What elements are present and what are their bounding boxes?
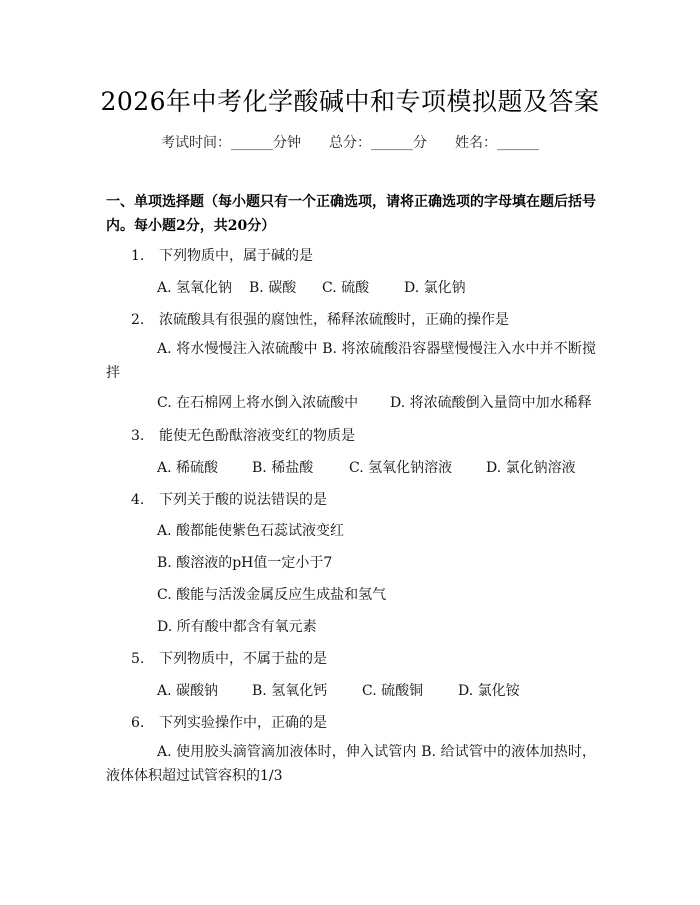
student-name: 姓名：______: [455, 135, 539, 151]
question-6: [131, 712, 327, 732]
option-a: A. 碳酸钠: [157, 683, 219, 699]
option-d: D. 氯化铵: [458, 683, 520, 699]
question-4-option-b: B. 酸溶液的pH值一定小于7: [157, 555, 333, 571]
question-4: [131, 489, 327, 509]
question-stem: 下列物质中，属于碱的是: [159, 248, 313, 264]
question-5-options: [157, 680, 520, 700]
option-c: C. 硫酸: [322, 280, 370, 296]
question-number: 3.: [131, 428, 145, 444]
option-d: D. 将浓硫酸倒入量筒中加水稀释: [390, 395, 592, 411]
question-6-options-ab: A. 使用胶头滴管滴加液体时，伸入试管内 B. 给试管中的液体加热时，液体体积超过试管容积的1/3: [106, 744, 596, 784]
option-b: B. 稀盐酸: [252, 460, 314, 476]
question-number: 4.: [131, 492, 145, 508]
option-b: B. 氢氧化钙: [252, 683, 328, 699]
question-stem: 能使无色酚酞溶液变红的物质是: [159, 428, 355, 444]
exam-time: 考试时间：______分钟: [161, 135, 301, 151]
page-title: 2026年中考化学酸碱中和专项模拟题及答案: [100, 87, 600, 116]
option-c: C. 在石棉网上将水倒入浓硫酸中: [157, 395, 359, 411]
question-number: 2.: [131, 312, 145, 328]
question-4-option-c: C. 酸能与活泼金属反应生成盐和氢气: [157, 587, 387, 603]
exam-meta: [0, 132, 700, 152]
question-stem: 下列实验操作中，正确的是: [159, 715, 327, 731]
option-a: A. 稀硫酸: [157, 460, 219, 476]
question-3-options: [157, 457, 576, 477]
question-4-option-a: A. 酸都能使紫色石蕊试液变红: [157, 523, 345, 539]
question-stem: 下列物质中，不属于盐的是: [159, 651, 327, 667]
question-number: 5.: [131, 651, 145, 667]
question-4-option-d: D. 所有酸中都含有氧元素: [157, 619, 317, 635]
option-c: C. 硫酸铜: [362, 683, 424, 699]
option-d: D. 氯化钠: [404, 280, 466, 296]
option-a: A. 氢氧化钠: [157, 280, 233, 296]
option-c: C. 氢氧化钠溶液: [349, 460, 453, 476]
question-2-options-ab: A. 将水慢慢注入浓硫酸中 B. 将浓硫酸沿容器壁慢慢注入水中并不断搅拌: [106, 341, 596, 381]
question-1: [131, 245, 313, 265]
question-3: [131, 425, 355, 445]
question-number: 1.: [131, 248, 145, 264]
option-b: B. 碳酸: [249, 280, 297, 296]
question-number: 6.: [131, 715, 145, 731]
question-stem: 浓硫酸具有很强的腐蚀性，稀释浓硫酸时，正确的操作是: [159, 312, 509, 328]
question-1-options: [157, 277, 466, 297]
question-stem: 下列关于酸的说法错误的是: [159, 492, 327, 508]
question-2-options-cd: [157, 392, 592, 412]
question-2: [131, 309, 509, 329]
question-5: [131, 648, 327, 668]
option-d: D. 氯化钠溶液: [486, 460, 576, 476]
section-heading: 一、单项选择题（每小题只有一个正确选项，请将正确选项的字母填在题后括号内。每小题2分，共20分）: [106, 194, 596, 234]
exam-total-score: 总分：______分: [329, 135, 427, 151]
